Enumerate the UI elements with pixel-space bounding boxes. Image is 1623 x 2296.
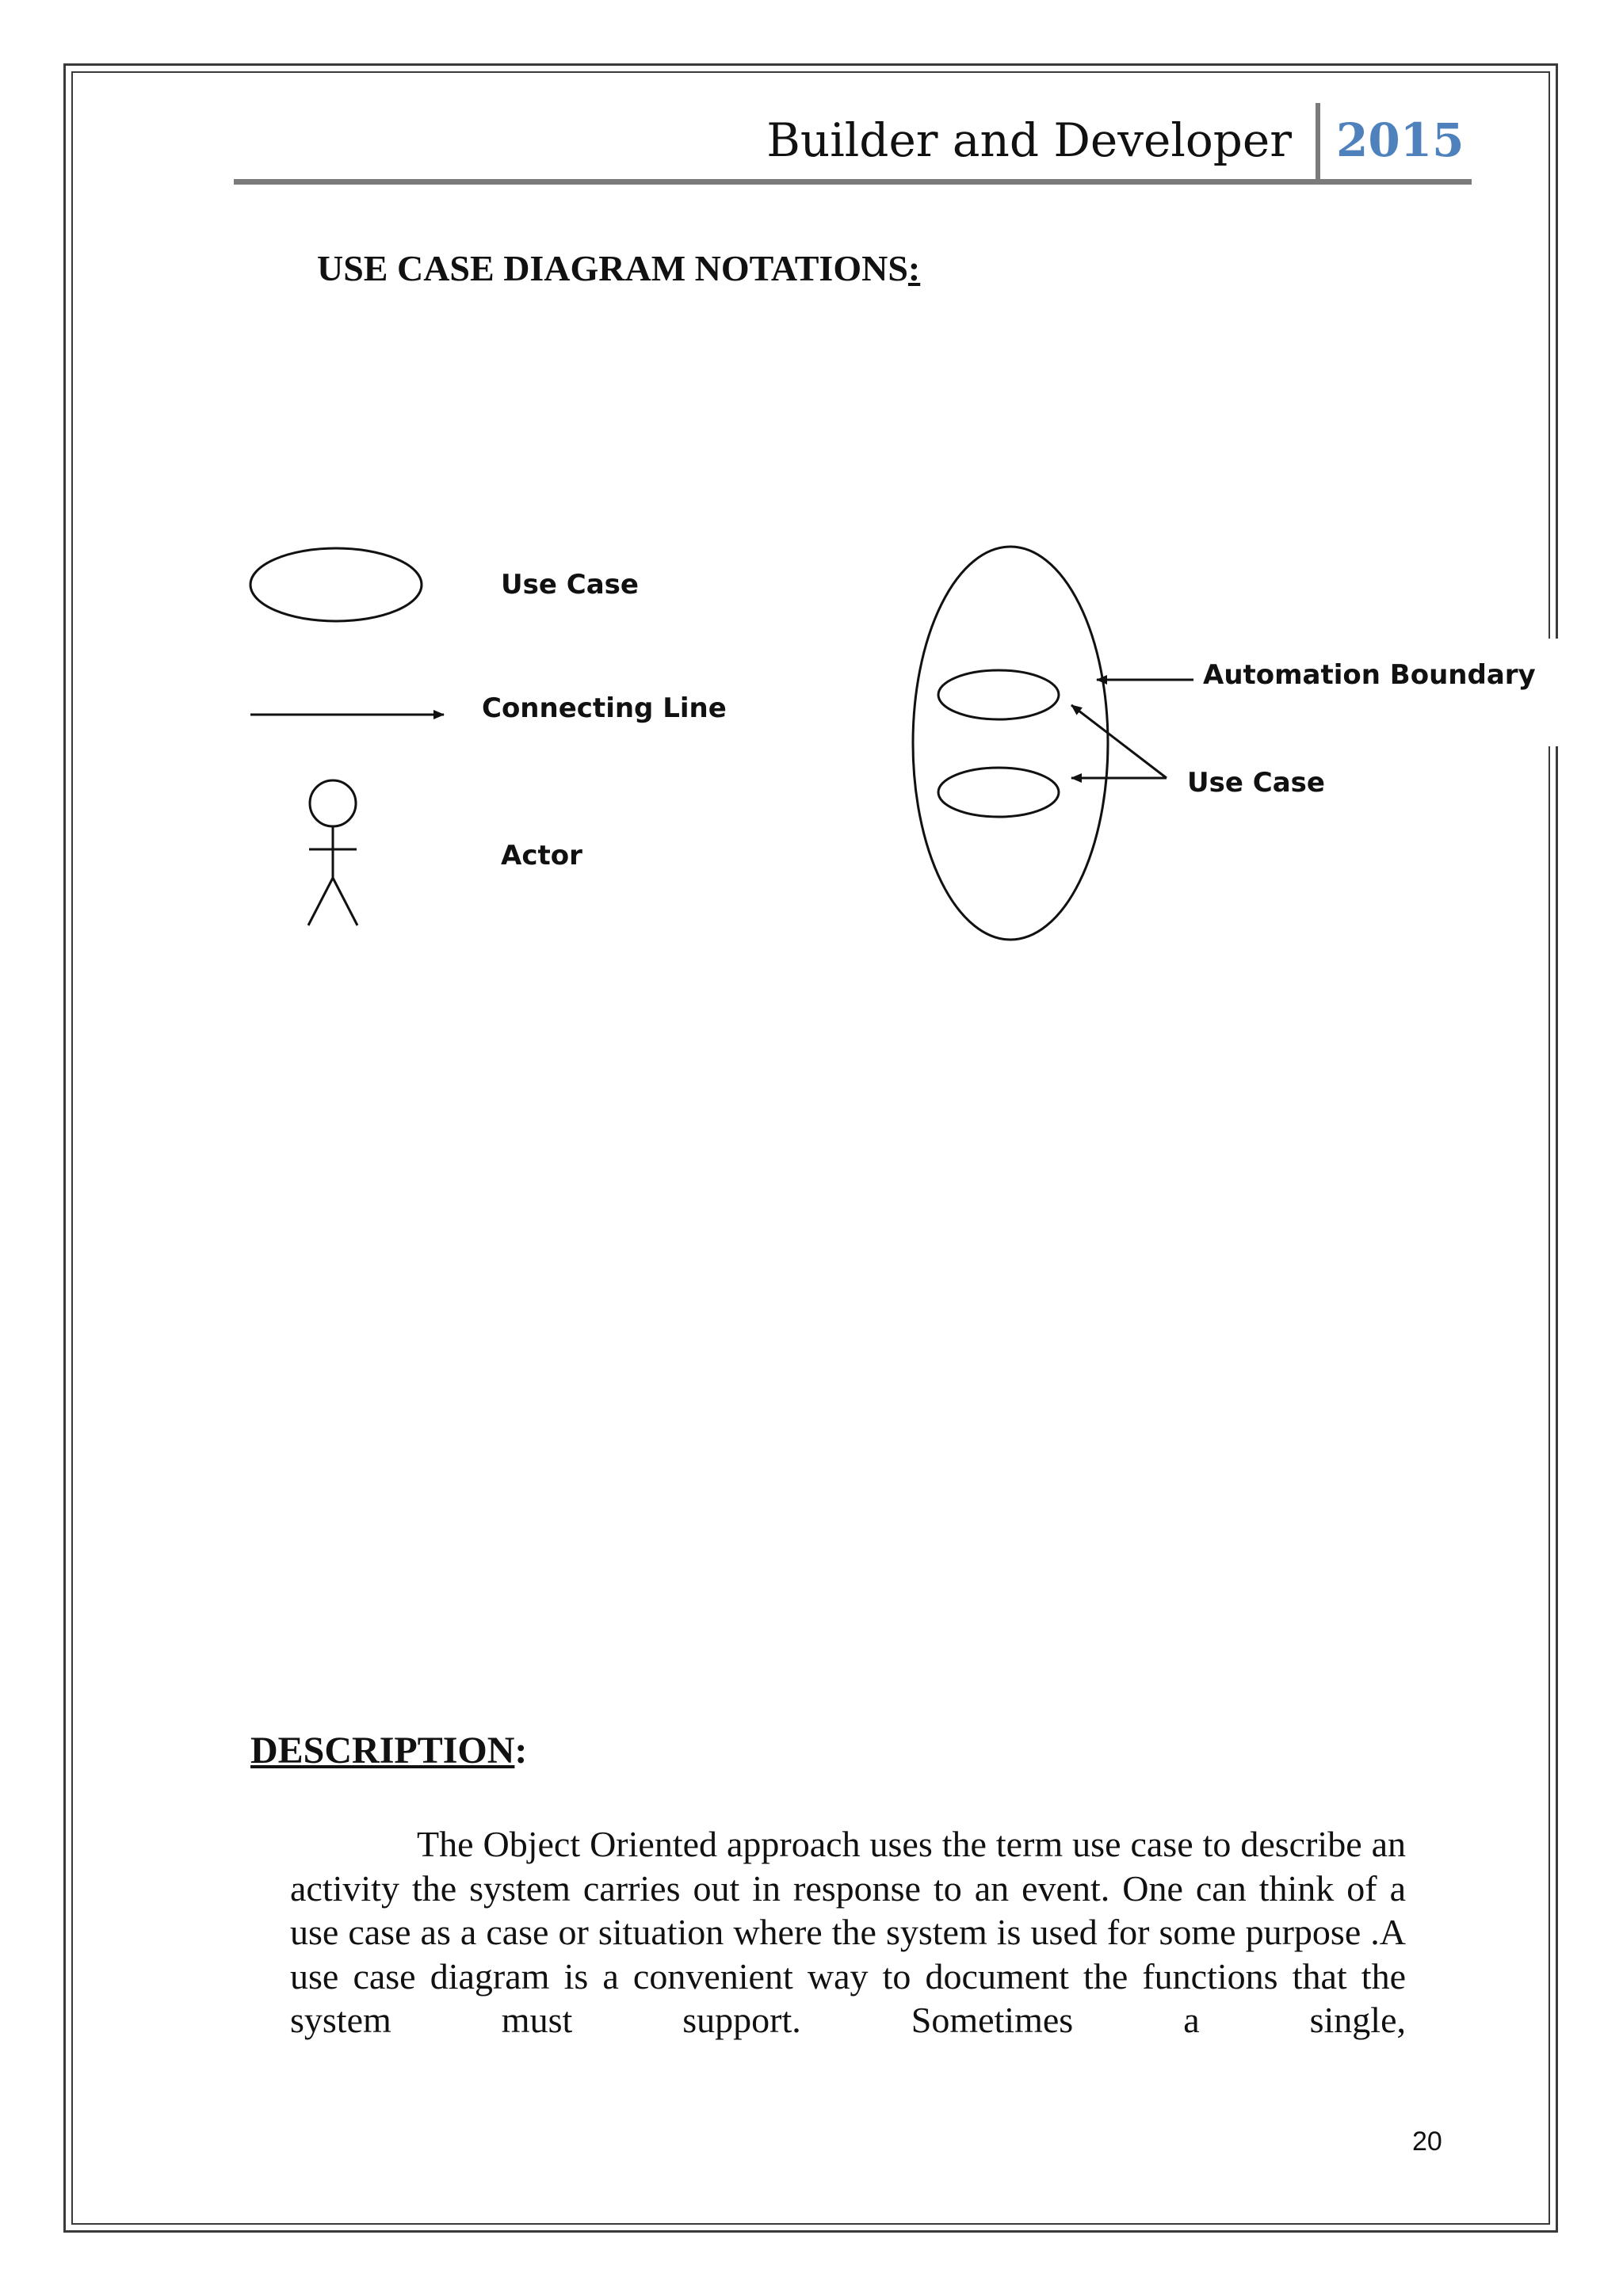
use-case-symbol <box>250 548 422 621</box>
description-heading-text: DESCRIPTION <box>250 1730 515 1772</box>
legend-actor-label: Actor <box>501 840 582 871</box>
section-heading-text: USE CASE DIAGRAM NOTATIONS <box>317 248 908 288</box>
boundary-use-case-label: Use Case <box>1187 767 1325 799</box>
page-number: 20 <box>1412 2126 1442 2157</box>
actor-symbol <box>308 780 357 925</box>
use-case-arrow-upper <box>1071 705 1167 778</box>
automation-boundary-label: Automation Boundary <box>1203 659 1536 691</box>
inner-use-case-1 <box>938 670 1059 719</box>
description-body: The Object Oriented approach uses the term use case to describe an activity the system carries out in response to an event. One can think of a use case as a case or situation where the system is used for some purpose .A use case diagram is a convenient way to document the functions that the system must support. Sometimes a single, <box>290 1824 1406 2040</box>
legend-connecting-line-label: Connecting Line <box>482 692 727 724</box>
description-heading-suffix: : <box>514 1730 528 1772</box>
notation-diagram <box>0 0 1623 1030</box>
description-heading <box>250 1729 527 1772</box>
inner-use-case-2 <box>938 768 1059 817</box>
header-title: Builder and Developer <box>766 113 1292 167</box>
section-heading-suffix: : <box>907 248 921 288</box>
header-year: 2015 <box>1336 113 1465 167</box>
automation-boundary-symbol <box>913 547 1108 940</box>
legend-use-case-label: Use Case <box>501 569 639 601</box>
